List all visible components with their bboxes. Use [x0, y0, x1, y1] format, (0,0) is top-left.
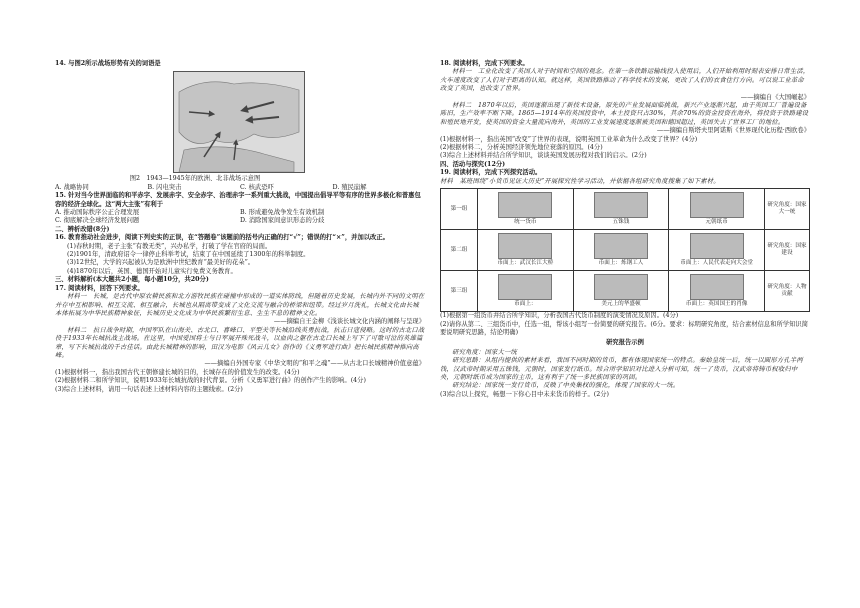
q19-question: (1)根据第一组货币并结合所学知识，分析我国古代货币制度的演变情况及原因。(4分)	[440, 312, 679, 320]
q15-option-b: B. 形成避免战争发生有效机制	[240, 209, 325, 217]
currency-label: 币面上：	[514, 301, 537, 308]
q18-question: (3)综合上述材料并结合所学知识，谈谈英国发展历程对我们的启示。(2分)	[440, 152, 647, 160]
banknote-portrait-image	[498, 274, 552, 300]
currency-cell	[478, 189, 574, 230]
banknote-hall-image	[690, 233, 744, 259]
us-dollar-image	[594, 274, 648, 300]
currency-label: 币面上：武汉长江大桥	[497, 260, 554, 267]
q14-options	[55, 184, 425, 192]
section-2-heading: 二、辨析改错(8分)	[55, 225, 110, 233]
group-name: 第二组	[441, 230, 478, 271]
q16-item: (2)1901年，清政府诏令一律停止科举考试，结束了在中国延续了1300年的科举制度。	[67, 251, 310, 259]
sample-report	[440, 339, 810, 390]
currency-label: 五铢钱	[612, 219, 630, 226]
table-row	[441, 271, 810, 312]
q16-stem: 16. 教育推动社会进步，阅读下列史实的正误，在“答题卷”该题前的括号内正确的打“√”；错误的打“×”，并加以改正。	[55, 234, 389, 242]
banknote-bridge-image	[498, 233, 552, 259]
q19-question: (2)请你从第二、三组货币中，任选一组，帮该小组写一份简要的研究报告。(6分。要求：标明研究角度，结合素材信息和所学知识简要说明研究思路，结论明确)	[440, 320, 809, 336]
q17-question: (2)根据材料二和所学知识，说明1933年长城抗战的时代背景。分析《义勇军进行曲》的创作产生的影响。(4分)	[55, 377, 366, 385]
q17-material-1: 材料一 长城，是古代中原农耕民族和北方游牧民族在碰撞中形成的一道实体防线，但随着历史发展，长城内外不同的文明在并存中互相影响、相互交流、相互融合，长城也从隔离带变成了文化交流与融合的桥梁和纽带。经过岁月洗礼，长城文化由长城本体拓展为中华民族精神象征，长城历史文化成为中华民族繁衍生息、生生不息的精神文化。	[55, 293, 425, 317]
q18-source-1: ——摘编自《大国崛起》	[740, 93, 810, 101]
table-row	[441, 189, 810, 230]
currency-cell	[478, 271, 574, 312]
left-column	[55, 60, 425, 394]
q14-option-d: D. 殖民崩解	[332, 183, 367, 191]
group-name: 第三组	[441, 271, 478, 312]
q18-source-2: ——摘编自斯塔夫里阿诺斯《世界现代化历程·西欧卷》	[656, 127, 810, 135]
q17-material-2: 材料二 抗日战争时期，中国军队在山海关、古北口、喜峰口、平型关等长城沿线英勇抗战，抗击日寇侵略。这时的古北口战役于1933年长城抗战主战场。在这里，中国爱国将士与日军展开殊死战斗，以血肉之躯在古北口长城上写下了可歌可泣的英雄篇章，写下长城抗战的千古佳话。由此长城精神的影响，田汉为电影《风云儿女》创作的《义勇军进行曲》把长城民族精神推向高峰。	[55, 326, 425, 359]
sample-report-line: 研究角度：国家大一统	[452, 348, 517, 356]
currency-label: 币面上：英国国王的肖像	[685, 301, 748, 308]
q19-stem: 19. 阅读材料，完成下列探究活动。	[440, 169, 542, 177]
currency-label: 元朝纸币	[705, 219, 728, 226]
currency-table	[440, 188, 810, 312]
q18-material-1: 材料一 工业化改变了英国人对于时间和空间的观念。在第一条铁路运输线投入使用后，人们开始利用时刻表安排日常生活，火车速度改变了人们对于距离的认知。就这样，英国铁路推动了科学技术的发展，更改了人们的衣食住行方向。可以说工业革命改变了英国，也改变了世界。	[440, 68, 810, 93]
currency-label: 统一货币	[514, 219, 537, 226]
q15-option-d: D. 消除国家间意识形态的分歧	[240, 217, 325, 225]
q16-item: (3)12世纪，大学的兴起被认为是欧洲中世纪教育“最美好的花朵”。	[67, 259, 255, 267]
q17-source-1: ——摘编自王金柳《浅谈长城文化内涵的阐释与呈现》	[273, 318, 425, 326]
research-angle: 研究角度：国家建设	[765, 230, 810, 271]
q17-source-2: ——摘编自外国专家《中华文明的“和平之魂”——从古北口长城精神价值意蕴》	[204, 360, 425, 368]
q18-material-2: 材料二 1870年以后，英国逐渐出现了新技术设备，原先的产业发展面临挑战，新兴产业逐渐兴起，由于英国工厂普遍设备陈旧，生产效率不断下降。1865—1914年的英国投资中，本土投资只占30%，其余70%的资金投资在海外，将投资于铁路建设和殖民地开发，使英国的资金大量流向海外，英国的工业发展速度逐渐被美国和德国超过，英国失去了世界工厂的地位。	[440, 102, 809, 126]
q18-stem: 18. 阅读材料，完成下列要求。	[440, 60, 529, 67]
q18-question: (1)根据材料一，指出英国“改变”了世界的表现，说明英国工业革命为什么改变了世界？(4分)	[440, 135, 698, 143]
q15-option-c: C. 彻底解决全球经济发展问题	[55, 217, 140, 225]
yuan-paper-money-image	[690, 192, 744, 218]
q14-option-c: C. 核武恐吓	[240, 183, 274, 191]
europe-map-illustration	[174, 72, 304, 172]
banknote-worker-image	[594, 233, 648, 259]
q14-caption: 图2 1943—1945年的欧洲、北非战场示意图	[129, 175, 261, 183]
table-row	[441, 230, 810, 271]
section-4-heading: 四、活动与探究(12分)	[440, 160, 506, 168]
q16-item: (4)1870年以后，英国、德国开始对儿童实行免费义务教育。	[67, 267, 237, 275]
spade-coin-image	[498, 192, 552, 218]
currency-cell	[669, 271, 765, 312]
currency-label: 币面上：炼钢工人	[598, 260, 644, 267]
q18-question: (2)根据材料二，分析英国经济领先地位衰落的原因。(4分)	[440, 144, 603, 152]
q14-option-b: B. 闪电突击	[147, 183, 182, 191]
currency-label: 币面上：人民代表走向大会堂	[680, 260, 754, 267]
right-column	[440, 60, 810, 399]
q17-question: (1)根据材料一，指出我国古代王朝修建长城的目的，长城存在的价值发生的改变。(4分)	[55, 368, 300, 376]
currency-cell	[573, 189, 669, 230]
sample-report-line: 研究思路：从组内提供的素材来看，我国不同时期的货币，都有体现国家统一的特点。秦始皇统一后，统一以圆形方孔半两钱，汉武帝时期采用五铢钱，元朝时，国家发行纸币。综合所学知识对比进入分析可知，统一了货币，汉武帝将铸币权收归中央，元朝时纸币成为国家的主币，这有利于了统一多民族国家的巩固。	[440, 357, 803, 381]
currency-cell	[573, 230, 669, 271]
q15-option-a: A. 推动国际秩序公正合理发展	[55, 209, 140, 217]
section-3-heading: 三、材料解析(本大题共2小题，每小题10分，共20分)	[55, 276, 209, 284]
q14-option-a: A. 战略协同	[55, 183, 89, 191]
research-angle: 研究角度：国家大一统	[765, 189, 810, 230]
q19-intro: 材料 某班围绕“小货币见证大历史”开展探究性学习活动，并依据各组研究角度搜集了如下素材。	[440, 177, 720, 185]
group-name: 第一组	[441, 189, 478, 230]
q16-item: (1)春秋时期，老子主张“有教无类”，兴办私学，打破了学在官府的局面。	[67, 242, 272, 250]
q19-question: (3)综合以上探究，畅想一下你心目中未来货币的样子。(2分)	[440, 390, 609, 398]
currency-cell	[669, 230, 765, 271]
wuzhu-coin-image	[594, 192, 648, 218]
currency-cell	[573, 271, 669, 312]
q15-stem: 15. 针对当今世界面临的和平赤字、发展赤字、安全赤字、治理赤字一系列重大挑战，中国提出倡导平等有序的世界多极化和普惠包容的经济全球化。这“两大主张”有利于	[55, 192, 421, 208]
war-map-figure	[173, 71, 305, 173]
q14-stem: 14. 与图2所示战场形势有关的词语是	[55, 60, 161, 67]
currency-cell	[669, 189, 765, 230]
q17-stem: 17. 阅读材料，回答下列要求。	[55, 284, 144, 292]
q17-question: (3)综合上述材料，请用一句话表述上述材料内容的主题线索。(2分)	[55, 385, 243, 393]
uk-pound-image	[690, 274, 744, 300]
sample-report-title: 研究报告示例	[606, 339, 644, 347]
q15-options	[55, 209, 425, 226]
currency-cell	[478, 230, 574, 271]
currency-label: 美元上的华盛顿	[601, 301, 641, 308]
sample-report-line: 研究结论：国家统一发行货币，反映了中央集权的强化，体现了国家的大一统。	[452, 382, 680, 390]
research-angle: 研究角度：人物贡献	[765, 271, 810, 312]
